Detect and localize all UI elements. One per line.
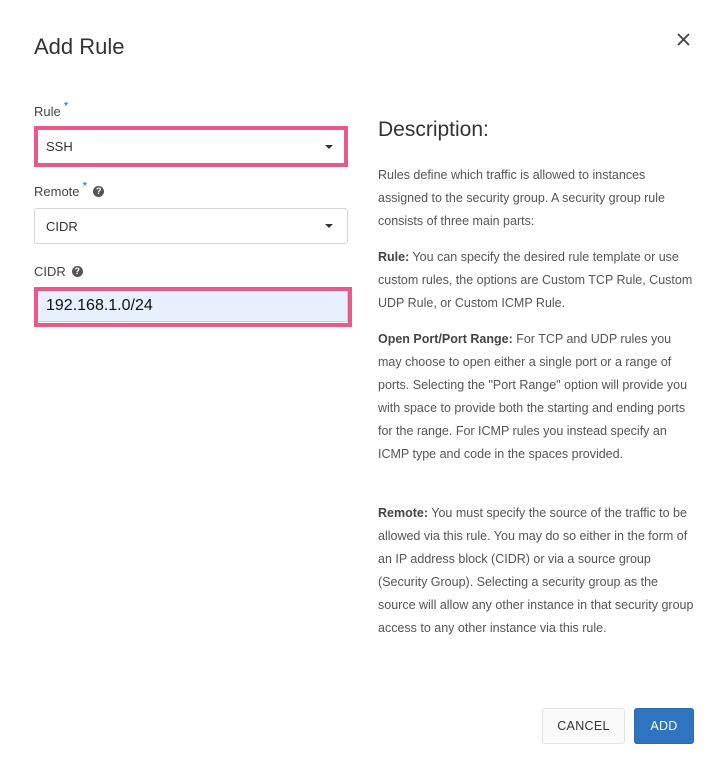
caret-down-icon [325, 224, 333, 228]
required-asterisk: * [82, 178, 88, 193]
close-icon[interactable] [672, 28, 694, 50]
dialog-title: Add Rule [34, 34, 125, 59]
remote-label [34, 178, 104, 199]
remote-text: You must specify the source of the traffic to be allowed via this rule. You may do so either in the form of an IP address block (CIDR) or via a source group (Security Group). Selecting a security group as the source will allow any other instance in that security group access to any other instance via this rule. [378, 506, 694, 635]
remote-heading: Remote: [378, 506, 429, 520]
cidr-input[interactable]: 192.168.1.0/24 [37, 290, 348, 322]
port-heading: Open Port/Port Range: [378, 332, 513, 346]
description-port [378, 328, 698, 466]
rule-heading: Rule: [378, 250, 410, 264]
cidr-label [34, 264, 83, 279]
description-title: Description: [378, 118, 489, 141]
rule-select-value: SSH [46, 139, 73, 154]
cancel-button[interactable]: CANCEL [542, 708, 625, 744]
rule-label [34, 98, 69, 119]
remote-select-value: CIDR [46, 218, 78, 234]
caret-down-icon [325, 145, 333, 149]
required-asterisk: * [63, 98, 69, 113]
rule-label-text: Rule [34, 104, 61, 119]
help-icon[interactable]: ? [93, 186, 104, 197]
rule-text: You can specify the desired rule template or use custom rules, the options are Custom TCP Rule, Custom UDP Rule, or Custom ICMP Rule. [378, 250, 693, 310]
description-remote [378, 502, 698, 640]
rule-select[interactable] [34, 129, 348, 164]
description-intro: Rules define which traffic is allowed to instances assigned to the security group. A security group rule consists of three main parts: [378, 168, 665, 228]
remote-select[interactable] [34, 208, 348, 244]
port-text: For TCP and UDP rules you may choose to open either a single port or a range of ports. Selecting the "Port Range" option will provide you with space to provide both the starting and ending ports for the range. For ICMP rules you instead specify an ICMP type and code in the spaces provided. [378, 332, 688, 461]
remote-label-text: Remote [34, 184, 80, 199]
description-rule [378, 246, 698, 315]
add-button[interactable]: ADD [634, 708, 694, 744]
help-icon[interactable]: ? [72, 266, 83, 277]
cidr-label-text: CIDR [34, 264, 66, 279]
